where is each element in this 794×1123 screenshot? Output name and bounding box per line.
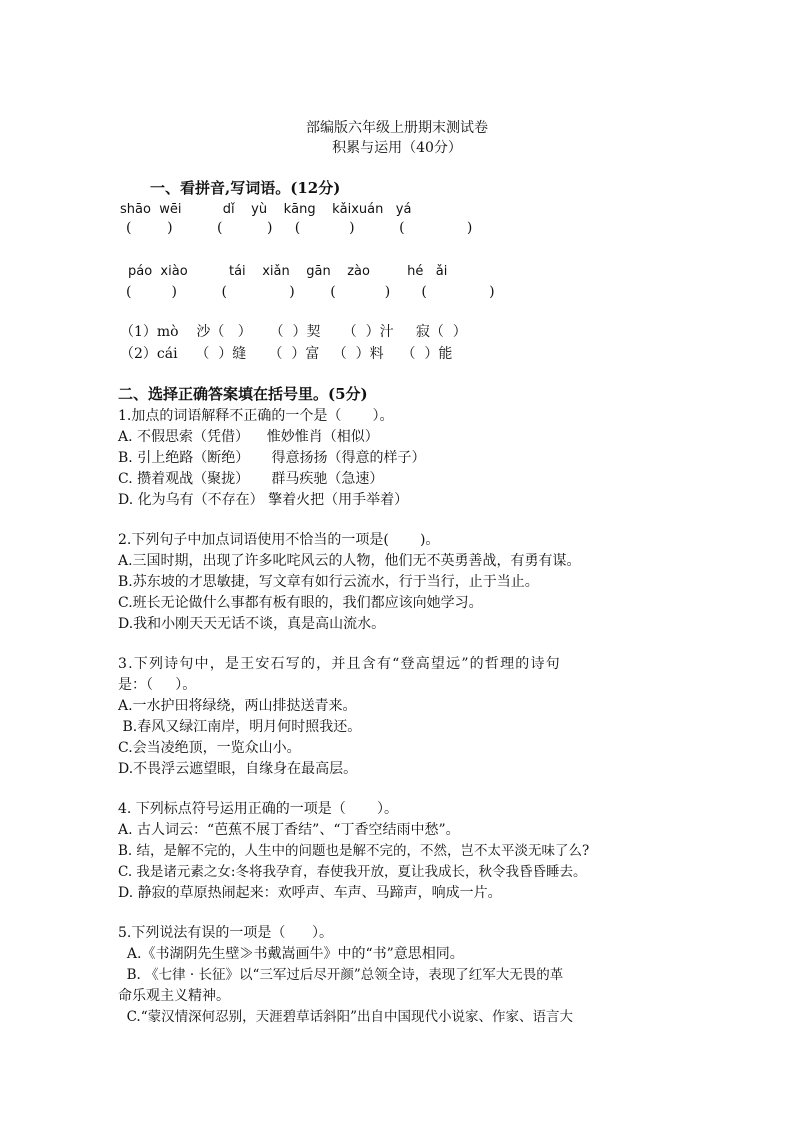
q5-stem: 5.下列说法有误的一项是（ ）。 <box>118 925 334 941</box>
q4-stem: 4. 下列标点符号运用正确的一项是（ ）。 <box>118 801 398 817</box>
q1-stem: 1.加点的词语解释不正确的一个是（ ）。 <box>118 408 394 424</box>
q2-option-c: C.班长无论做什么事都有板有眼的，我们都应该向她学习。 <box>118 595 483 611</box>
q1-option-a: A. 不假思索（凭借） 惟妙惟肖（相似） <box>118 429 379 445</box>
q4-option-a: A. 古人词云：“芭蕉不展丁香结”、“丁香空结雨中愁”。 <box>118 822 460 838</box>
q2-stem: 2.下列句子中加点词语使用不恰当的一项是( )。 <box>118 532 440 548</box>
answer-blanks-row-1[interactable]: ( ) ( ) ( ) ( ) <box>126 220 473 236</box>
q2-option-b: B.苏东坡的才思敏捷，写文章有如行云流水，行于当行，止于当止。 <box>118 574 539 590</box>
q1-option-b: B. 引上绝路（断绝） 得意扬扬（得意的样子） <box>118 450 426 466</box>
page-subtitle: 积累与运用（40分） <box>332 140 462 156</box>
answer-blanks-row-2[interactable]: ( ) ( ) ( ) ( ) <box>126 284 495 300</box>
q3-stem-cont: 是：（ ）。 <box>118 677 197 693</box>
q5-option-a: A.《书湖阴先生壁≫书戴嵩画牛》中的“书”意思相同。 <box>118 946 464 962</box>
q5-option-b-cont: 命乐观主义精神。 <box>118 988 230 1004</box>
q2-option-a: A.三国时期，出现了许多叱咤风云的人物，他们无不英勇善战，有勇有谋。 <box>118 553 581 569</box>
q3-stem: 3.下列诗句中，是王安石写的，并且含有“登高望远”的哲理的诗句 <box>118 656 561 672</box>
q5-option-b: B. 《七律 · 长征》以“三军过后尽开颜”总领全诗，表现了红军大无畏的革 <box>118 967 564 983</box>
q5-option-c: C.“蒙汉情深何忍别，天涯碧草话斜阳”出自中国现代小说家、作家、语言大 <box>118 1009 574 1025</box>
q3-option-d: D.不畏浮云遮望眼，自缘身在最高层。 <box>118 761 358 777</box>
q3-option-b: B.春风又绿江南岸，明月何时照我还。 <box>118 719 362 735</box>
q4-option-d: D. 静寂的草原热闹起来：欢呼声、车声、马蹄声，响成一片。 <box>118 885 502 901</box>
q3-option-c: C.会当凌绝顶，一览众山小。 <box>118 740 301 756</box>
q3-option-a: A.一水护田将绿绕，两山排挞送青来。 <box>118 698 357 714</box>
q1-option-c: C. 攒着观战（聚拢） 群马疾驰（急速） <box>118 471 384 487</box>
section1-heading: 一、看拼音,写词语。(12分) <box>150 179 341 197</box>
pinyin-row-1: shāo wēi dǐ yù kāng kǎixuán yá <box>120 202 412 217</box>
question-1-line-1: （1）mò 沙（ ） （ ）契 （ ）汁 寂（ ） <box>120 324 467 340</box>
section2-heading: 二、选择正确答案填在括号里。(5分) <box>118 385 368 403</box>
q2-option-d: D.我和小刚天天无话不谈，真是高山流水。 <box>118 616 386 632</box>
pinyin-row-2: páo xiào tái xiǎn gān zào hé ǎi <box>128 264 448 279</box>
page-title: 部编版六年级上册期末测试卷 <box>306 120 488 136</box>
question-1-line-2: （2）cái （ ）缝 （ ）富 （ ）料 （ ）能 <box>120 346 453 362</box>
q4-option-c: C. 我是诸元素之女:冬将我孕育，春使我开放，夏让我成长，秋令我昏昏睡去。 <box>118 864 587 880</box>
q1-option-d: D. 化为乌有（不存在） 擎着火把（用手举着） <box>118 492 409 508</box>
q4-option-b: B. 结，是解不完的，人生中的问题也是解不完的，不然，岂不太平淡无味了么? <box>118 843 590 859</box>
